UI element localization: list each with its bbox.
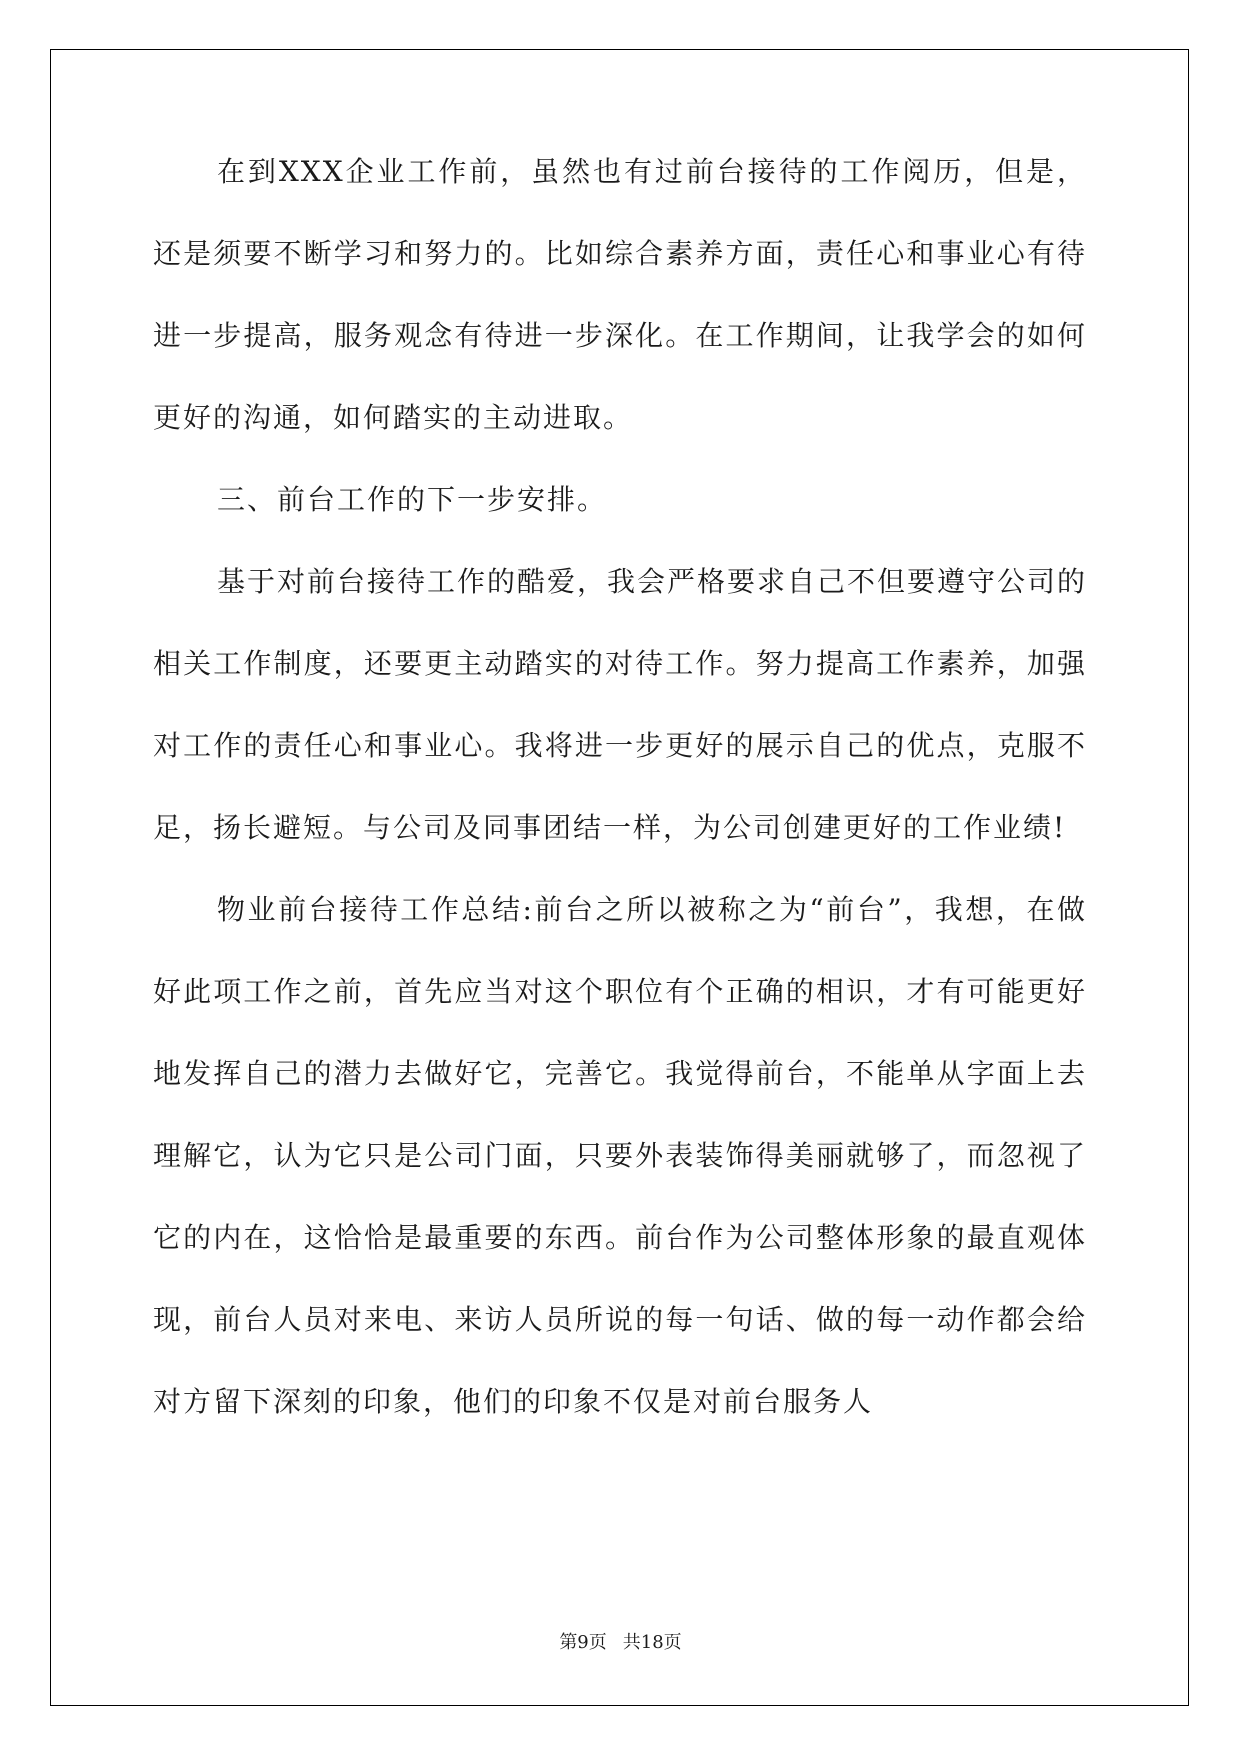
paragraph-2: 三、前台工作的下一步安排。 [217,483,608,516]
page-footer [0,1628,1241,1654]
paragraph-1: 在到XXX企业工作前，虽然也有过前台接待的工作阅历，但是，还是须要不断学习和努力的。比如综合素养方面，责任心和事业心有待进一步提高，服务观念有待进一步深化。在工作期间，让我学会的如何更好的沟通，如何踏实的主动进取。 [153,155,1087,434]
document-body [153,155,1088,1443]
paragraph-4: 物业前台接待工作总结:前台之所以被称之为“前台”，我想，在做好此项工作之前，首先应当对这个职位有个正确的相识，才有可能更好地发挥自己的潜力去做好它，完善它。我觉得前台，不能单从字面上去理解它，认为它只是公司门面，只要外表装饰得美丽就够了，而忽视了它的内在，这恰恰是最重要的东西。前台作为公司整体形象的最直观体现，前台人员对来电、来访人员所说的每一句话、做的每一动作都会给对方留下深刻的印象，他们的印象不仅是对前台服务人 [153,893,1087,1418]
page-total: 共18页 [622,1632,682,1653]
paragraph-3: 基于对前台接待工作的酷爱，我会严格要求自己不但要遵守公司的相关工作制度，还要更主动踏实的对待工作。努力提高工作素养，加强对工作的责任心和事业心。我将进一步更好的展示自己的优点，克服不足，扬长避短。与公司及同事团结一样，为公司创建更好的工作业绩! [153,565,1088,844]
page-number: 第9页 [559,1632,607,1653]
